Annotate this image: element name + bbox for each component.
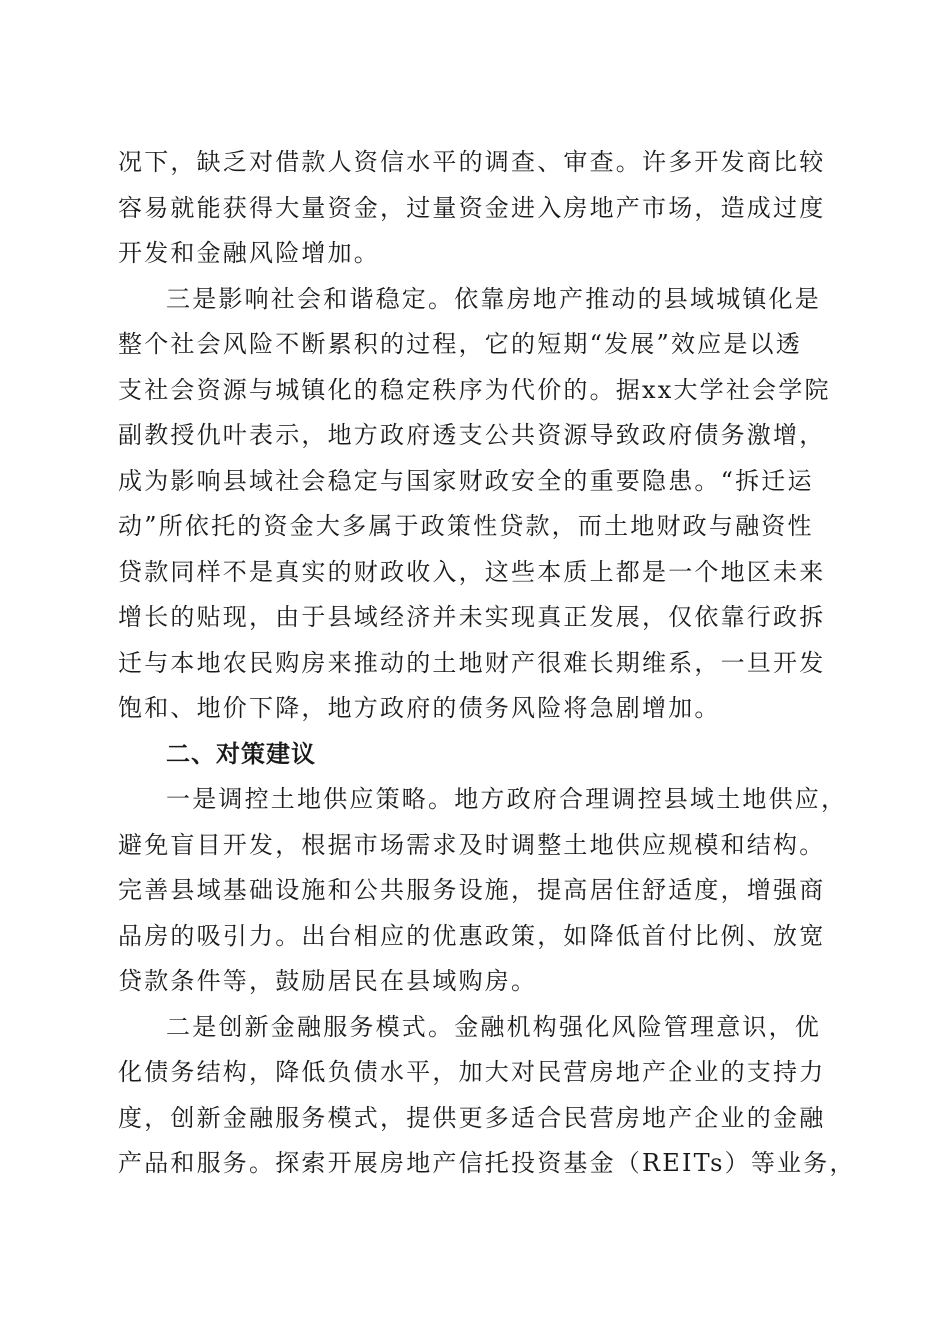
paragraph-first-line — [118, 277, 838, 323]
text-line: 支社会资源与城镇化的稳定秩序为代价的。据xx大学社会学院 — [118, 375, 831, 404]
text-line: 开发和金融风险增加。 — [118, 239, 380, 267]
text-line: 副教授仇叶表示，地方政府透支公共资源导致政府债务激增， — [118, 421, 826, 449]
text-line: 贷款条件等，鼓励居民在县域购房。 — [118, 967, 538, 995]
paragraph-lead: 三是影响社会和谐稳定。 — [166, 284, 455, 313]
text-line: 完善县域基础设施和公共服务设施，提高居住舒适度，增强商 — [118, 876, 826, 904]
section-heading: 二、对策建议 — [166, 739, 316, 768]
text-line: 成为影响县域社会稳定与国家财政安全的重要隐患。“拆迁运 — [118, 466, 814, 495]
text-line: 整个社会风险不断累积的过程，它的短期“发展”效应是以透 — [118, 330, 802, 358]
paragraph-lead: 二是创新金融服务模式。 — [166, 1012, 455, 1041]
text-line: 迁与本地农民购房来推动的土地财产很难长期维系，一旦开发 — [118, 648, 826, 677]
text-line: 况下，缺乏对借款人资信水平的调查、审查。许多开发商比较 — [118, 148, 826, 176]
paragraph-first-text: 金融机构强化风险管理意识，优 — [454, 1012, 822, 1041]
text-line: 产品和服务。探索开展房地产信托投资基金（REITs）等业务， — [118, 1149, 856, 1177]
text-line: 度，创新金融服务模式，提供更多适合民营房地产企业的金融 — [118, 1103, 826, 1132]
text-line: 饱和、地价下降，地方政府的债务风险将急剧增加。 — [118, 694, 721, 722]
text-line: 容易就能获得大量资金，过量资金进入房地产市场，造成过度 — [118, 193, 826, 222]
text-line: 品房的吸引力。出台相应的优惠政策，如降低首付比例、放宽 — [118, 921, 826, 950]
paragraph-first-text: 依靠房地产推动的县域城镇化是 — [454, 284, 822, 313]
text-line: 避免盲目开发，根据市场需求及时调整土地供应规模和结构。 — [118, 830, 826, 859]
document-page — [118, 140, 856, 1187]
paragraph-first-line — [118, 1005, 838, 1051]
paragraph-first-text: 地方政府合理调控县域土地供应， — [454, 785, 848, 813]
paragraph-lead: 一是调控土地供应策略。 — [166, 785, 455, 813]
paragraph-first-line — [118, 777, 848, 823]
text-line: 增长的贴现，由于县域经济并未实现真正发展，仅依靠行政拆 — [118, 603, 826, 631]
text-line: 贷款同样不是真实的财政收入，这些本质上都是一个地区未来 — [118, 557, 826, 586]
text-line: 化债务结构，降低负债水平，加大对民营房地产企业的支持力 — [118, 1058, 826, 1086]
text-line: 动”所依托的资金大多属于政策性贷款，而土地财政与融资性 — [118, 512, 814, 540]
